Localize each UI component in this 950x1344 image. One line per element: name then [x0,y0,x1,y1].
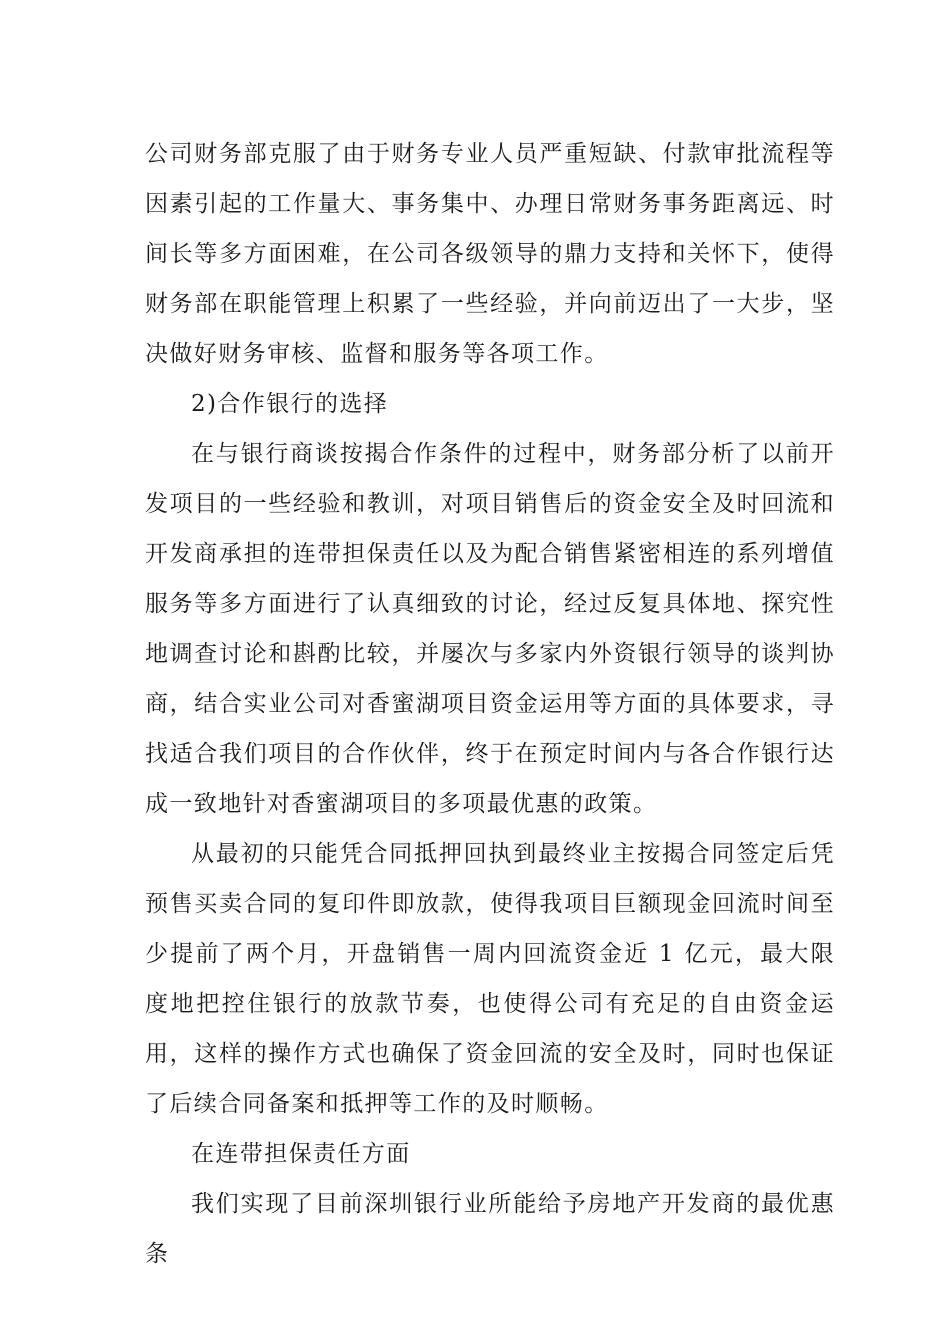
paragraph-finance-dept: 公司财务部克服了由于财务专业人员严重短缺、付款审批流程等因素引起的工作量大、事务集中、办理日常财务事务距离远、时间长等多方面困难，在公司各级领导的鼎力支持和关怀下，使得财务部在职能管理上积累了一些经验，并向前迈出了一大步，坚决做好财务审核、监督和服务等各项工作。 [145,141,835,367]
document-body [145,129,835,1279]
section-heading-joint-guarantee: 在连带担保责任方面 [191,1141,411,1167]
paragraph-preferential-terms: 我们实现了目前深圳银行业所能给予房地产开发商的最优惠条 [145,1191,835,1267]
paragraph-loan-release: 从最初的只能凭合同抵押回执到最终业主按揭合同签定后凭预售买卖合同的复印件即放款，使得我项目巨额现金回流时间至少提前了两个月，开盘销售一周内回流资金近 1 亿元，最大限度地把控住银行的放款节奏，也使得公司有充足的自由资金运用，这样的操作方式也确保了资金回流的安全及时，同时也保证了后续合同备案和抵押等工作的及时顺畅。 [145,841,835,1117]
section-heading-partner-bank: 2)合作银行的选择 [191,391,389,417]
paragraph-bank-negotiation: 在与银行商谈按揭合作条件的过程中，财务部分析了以前开发项目的一些经验和教训，对项目销售后的资金安全及时回流和开发商承担的连带担保责任以及为配合销售紧密相连的系列增值服务等多方面进行了认真细致的讨论，经过反复具体地、探究性地调查讨论和斟酌比较，并屡次与多家内外资银行领导的谈判协商，结合实业公司对香蜜湖项目资金运用等方面的具体要求，寻找适合我们项目的合作伙伴，终于在预定时间内与各合作银行达成一致地针对香蜜湖项目的多项最优惠的政策。 [145,441,835,817]
